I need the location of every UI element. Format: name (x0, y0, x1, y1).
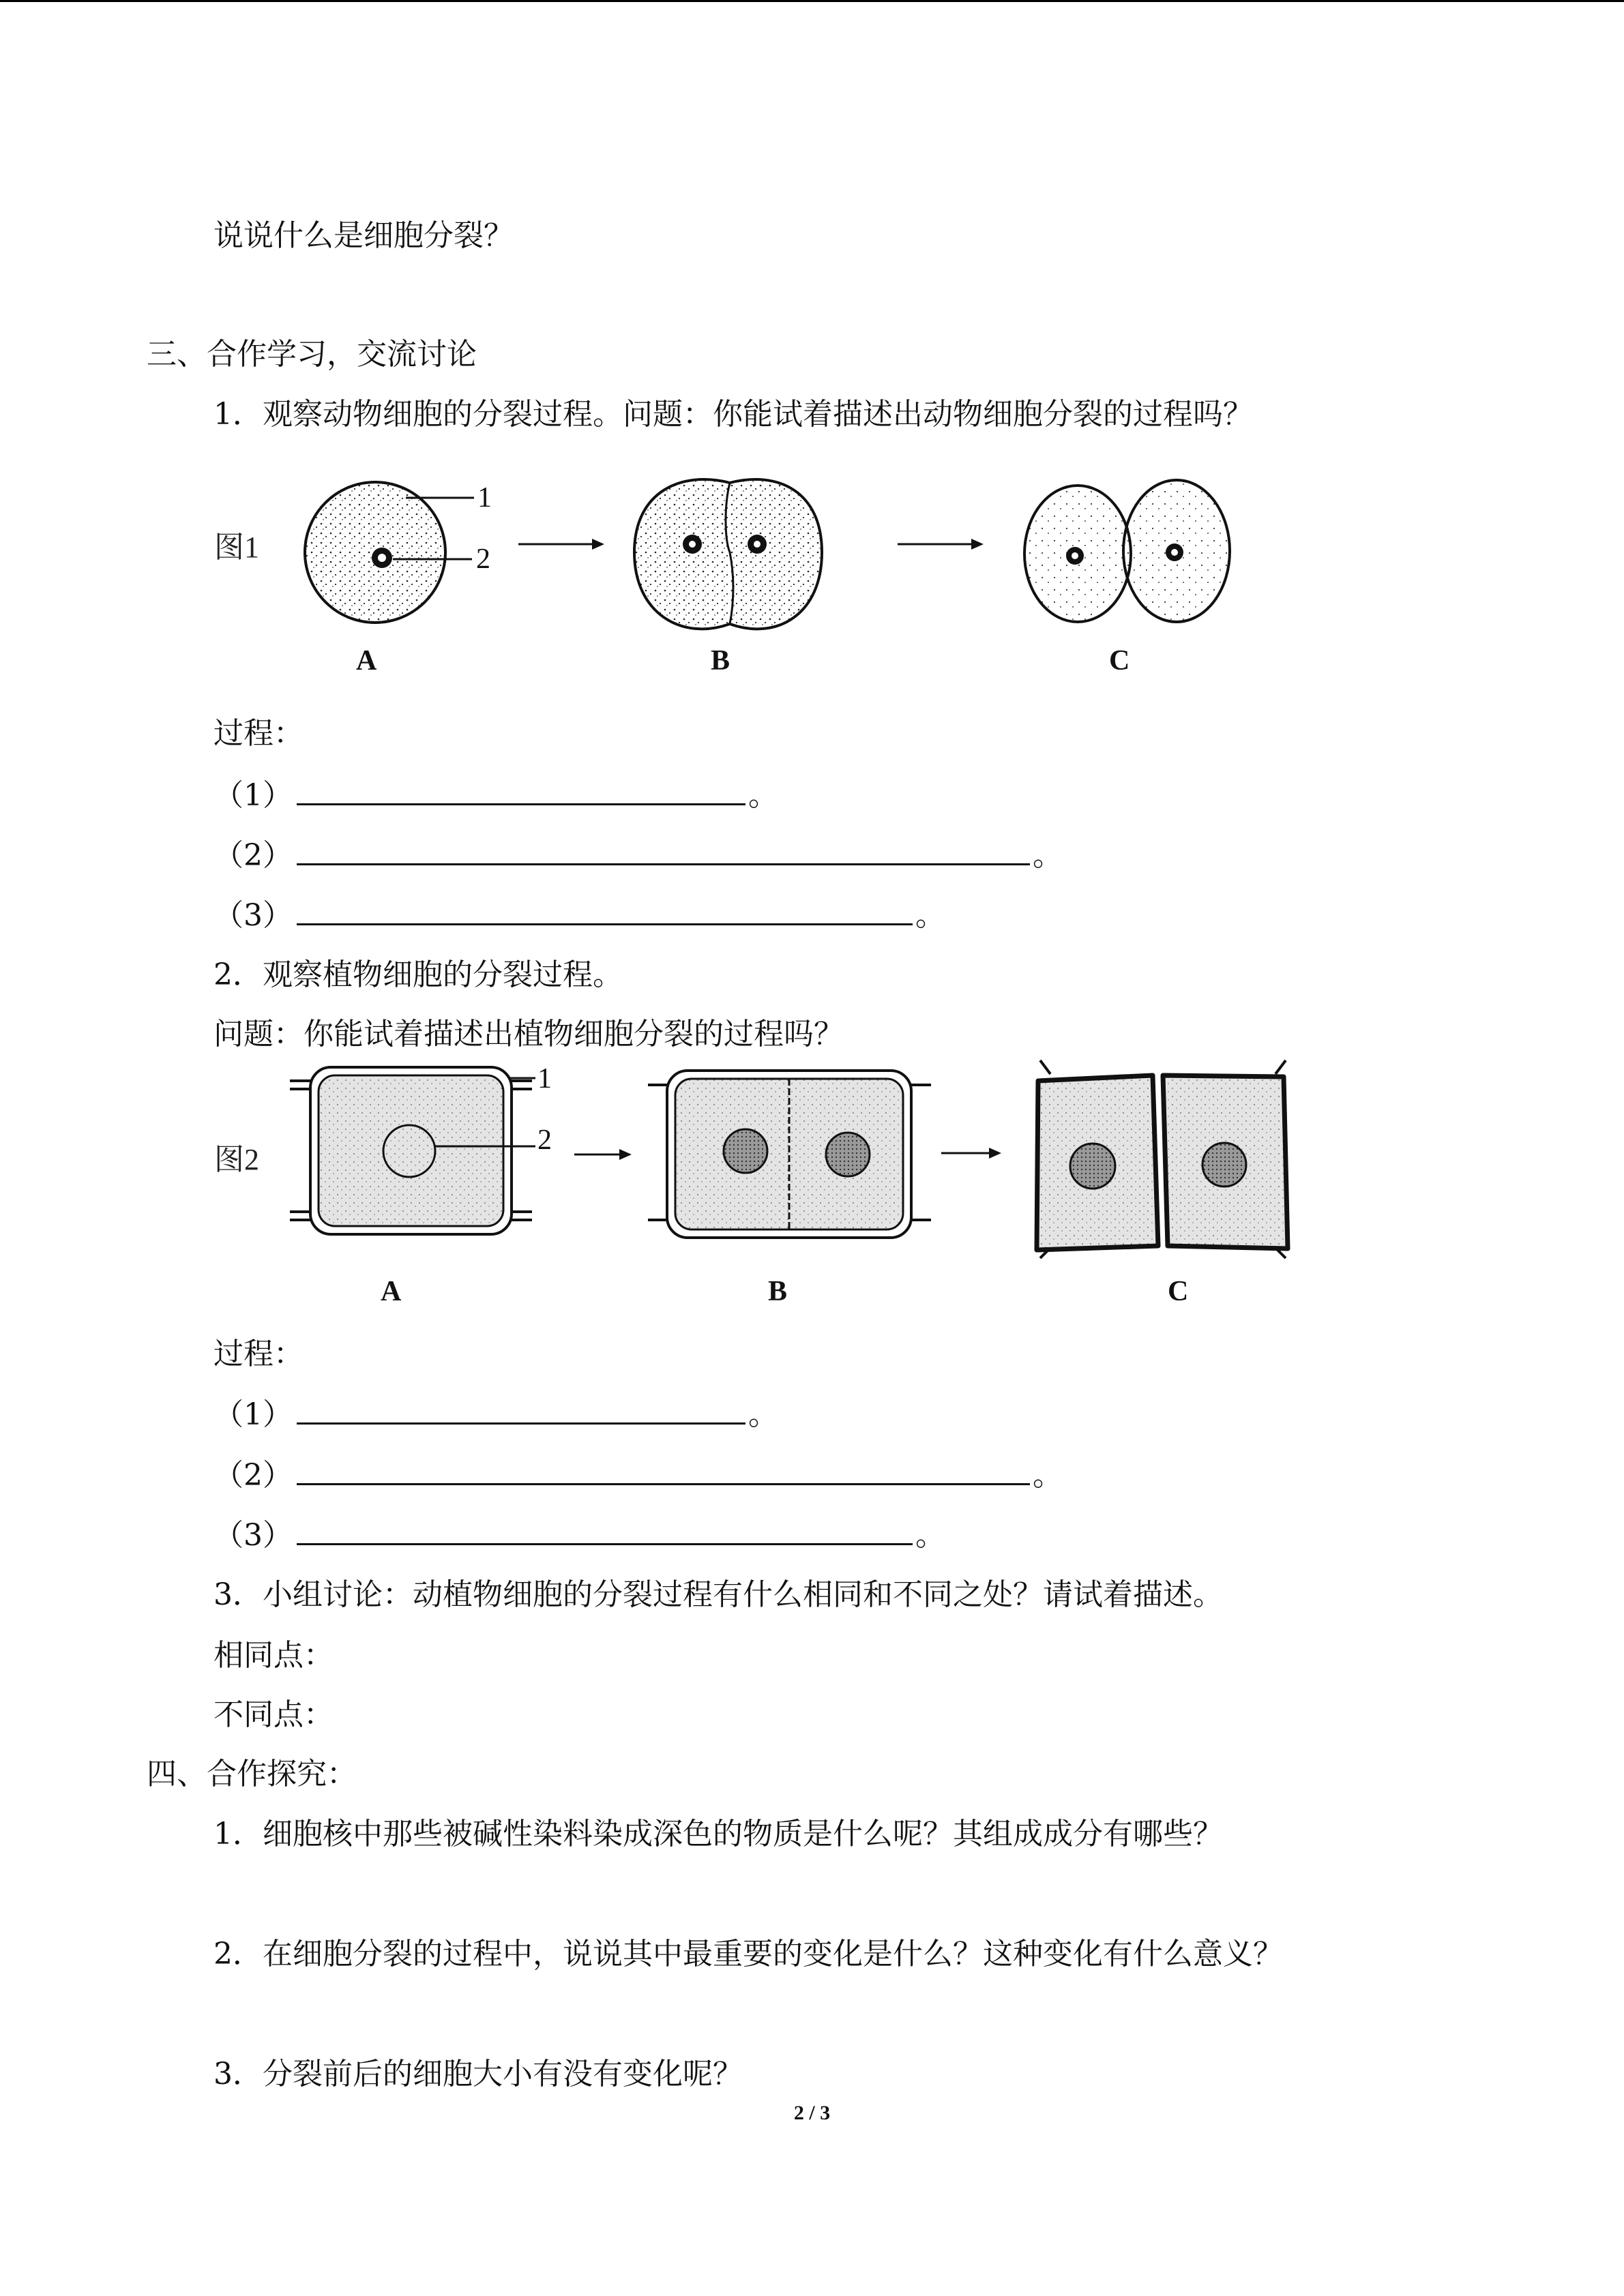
animal-cell-c (1024, 480, 1230, 622)
stage-c-label: C (1109, 645, 1130, 676)
stage-a-label: A (381, 1276, 402, 1307)
animal-cell-a (305, 482, 445, 623)
callout-label-2: 2 (537, 1124, 552, 1156)
section4-question-1: 1．细胞核中那些被碱性染料染成深色的物质是什么呢？其组成成分有哪些？ (213, 1817, 1223, 1851)
figure-2-plant-cell-division (205, 1054, 1310, 1313)
diff-points-label: 不同点： (213, 1697, 334, 1732)
animal-step-2: （2） 。 (213, 836, 1063, 875)
plant-step-1: （1） 。 (213, 1395, 778, 1434)
section4-question-3: 3．分裂前后的细胞大小有没有变化呢？ (213, 2057, 743, 2091)
animal-step-1: （1） 。 (213, 776, 778, 815)
section4-question-2: 2．在细胞分裂的过程中，说说其中最重要的变化是什么？这种变化有什么意义？ (213, 1937, 1283, 1971)
arrow-icon (574, 1149, 632, 1160)
plant-cell-b (648, 1071, 931, 1238)
arrow-icon (518, 539, 604, 550)
stage-b-label: B (768, 1276, 788, 1307)
plant-cell-c (1037, 1060, 1288, 1258)
figure-2-label: 图2 (214, 1143, 259, 1176)
answer-blank[interactable] (297, 836, 1030, 865)
process-label-2: 过程： (213, 1337, 304, 1371)
stage-a-label: A (356, 645, 377, 676)
arrow-icon (898, 539, 984, 550)
section3-item2-question: 问题：你能试着描述出植物细胞分裂的过程吗？ (213, 1017, 844, 1052)
process-label-1: 过程： (213, 716, 304, 751)
answer-blank[interactable] (297, 896, 913, 925)
stage-c-label: C (1168, 1276, 1189, 1307)
arrow-icon (941, 1148, 1001, 1159)
section3-item2: 2．观察植物细胞的分裂过程。 (213, 957, 623, 992)
animal-step-3: （3） 。 (213, 896, 945, 935)
answer-blank[interactable] (297, 1456, 1030, 1485)
animal-cell-b (634, 479, 822, 629)
callout-label-1: 1 (537, 1063, 552, 1094)
figure-1-label: 图1 (214, 531, 259, 564)
section3-item3: 3．小组讨论：动植物细胞的分裂过程有什么相同和不同之处？请试着描述。 (213, 1577, 1223, 1612)
question-what-is-cell-division: 说说什么是细胞分裂？ (213, 218, 514, 253)
figure-1-animal-cell-division (205, 464, 1269, 689)
section4-heading: 四、合作探究： (147, 1757, 357, 1791)
section3-heading: 三、合作学习，交流讨论 (147, 337, 477, 372)
answer-blank[interactable] (297, 1516, 913, 1545)
top-border (0, 0, 1624, 2)
stage-b-label: B (711, 645, 730, 676)
plant-cell-a (290, 1067, 532, 1234)
answer-blank[interactable] (297, 776, 745, 805)
page-number: 2 / 3 (793, 2102, 831, 2124)
answer-blank[interactable] (297, 1395, 745, 1425)
callout-label-1: 1 (477, 482, 492, 513)
plant-step-3: （3） 。 (213, 1516, 945, 1555)
section3-item1: 1．观察动物细胞的分裂过程。问题：你能试着描述出动物细胞分裂的过程吗？ (213, 397, 1253, 432)
plant-step-2: （2） 。 (213, 1456, 1063, 1495)
callout-label-2: 2 (476, 543, 490, 575)
same-points-label: 相同点： (213, 1638, 334, 1673)
